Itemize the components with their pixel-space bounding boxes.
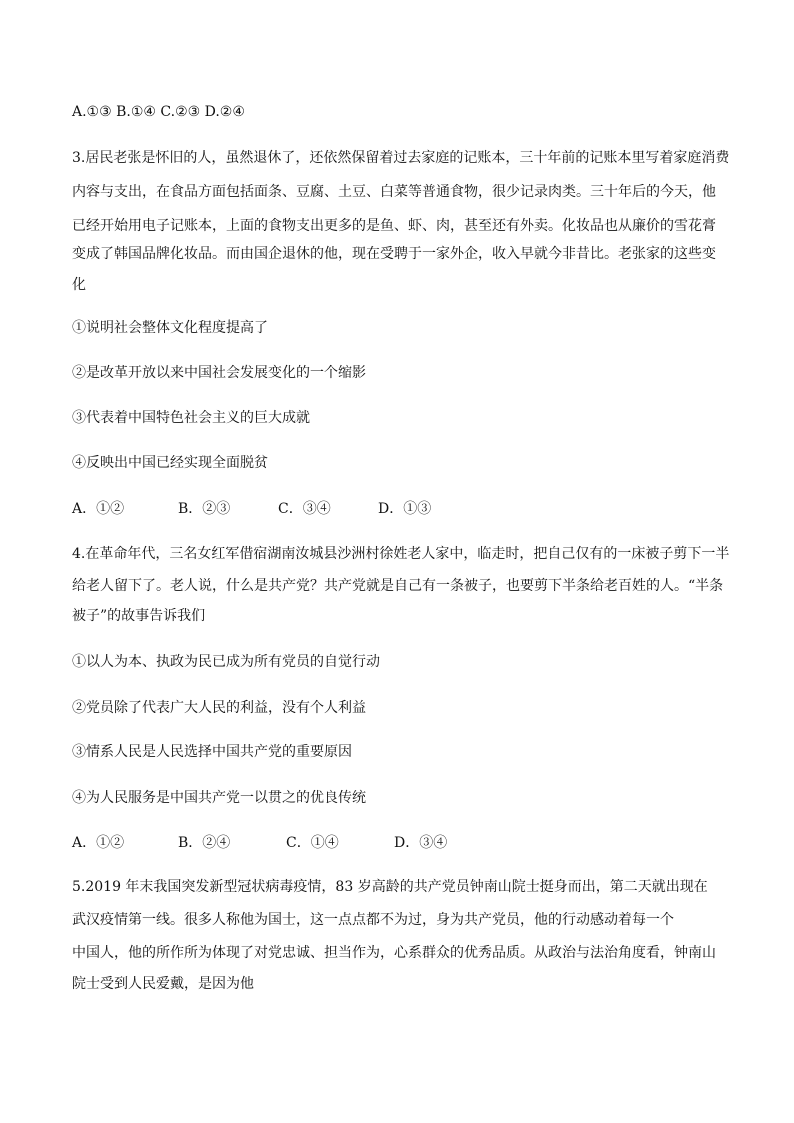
q5-stem-line: 武汉疫情第一线。很多人称他为国士，这一点点都不为过，身为共产党员，他的行动感动着每一个 <box>72 912 674 928</box>
q4-statement: ④为人民服务是中国共产党一以贯之的优良传统 <box>72 790 366 806</box>
q3-option-c: C．③④ <box>278 501 331 517</box>
q4-stem-line: 给老人留下了。老人说，什么是共产党？共产党就是自己有一条被子，也要剪下半条给老百姓的人。“半条 <box>72 578 724 594</box>
q3-option-d: D．①③ <box>378 501 432 517</box>
q3-statement: ①说明社会整体文化程度提高了 <box>72 320 268 336</box>
q4-option-d: D．③④ <box>394 835 448 851</box>
q3-stem-line: 已经开始用电子记账本，上面的食物支出更多的是鱼、虾、肉，甚至还有外卖。化妆品也从廉价的雪花膏 <box>72 218 716 234</box>
q4-stem-line: 被子”的故事告诉我们 <box>72 608 206 624</box>
q4-statement: ③情系人民是人民选择中国共产党的重要原因 <box>72 744 352 760</box>
q4-statement: ②党员除了代表广大人民的利益，没有个人利益 <box>72 700 366 716</box>
q3-statement: ②是改革开放以来中国社会发展变化的一个缩影 <box>72 365 366 381</box>
q3-statement: ④反映出中国已经实现全面脱贫 <box>72 455 268 471</box>
q3-option-b: B．②③ <box>178 501 231 517</box>
q5-stem-line: 院士受到人民爱戴，是因为他 <box>72 976 254 992</box>
q3-statement: ③代表着中国特色社会主义的巨大成就 <box>72 410 310 426</box>
q3-stem-line: 化 <box>72 277 86 293</box>
q5-stem-line: 5.2019 年末我国突发新型冠状病毒疫情，83 岁高龄的共产党员钟南山院士挺身而出，第二天就出现在 <box>72 879 708 895</box>
q3-option-a: A．①② <box>72 501 125 517</box>
q4-statement: ①以人为本、执政为民已成为所有党员的自觉行动 <box>72 654 380 670</box>
q2-options: A.①③ B.①④ C.②③ D.②④ <box>72 104 245 120</box>
q4-option-a: A．①② <box>72 835 125 851</box>
q3-stem-line: 3.居民老张是怀旧的人，虽然退休了，还依然保留着过去家庭的记账本，三十年前的记账本里写着家庭消费 <box>72 150 730 166</box>
q5-stem-line: 中国人，他的所作所为体现了对党忠诚、担当作为，心系群众的优秀品质。从政治与法治角度看，钟南山 <box>72 945 716 961</box>
q4-option-c: C．①④ <box>286 835 339 851</box>
q3-stem-line: 变成了韩国品牌化妆品。而由国企退休的他，现在受聘于一家外企，收入早就今非昔比。老张家的这些变 <box>72 246 716 262</box>
q3-stem-line: 内容与支出，在食品方面包括面条、豆腐、土豆、白菜等普通食物，很少记录肉类。三十年后的今天，他 <box>72 184 716 200</box>
q4-stem-line: 4.在革命年代，三名女红军借宿湖南汝城县沙洲村徐姓老人家中，临走时，把自己仅有的一床被子剪下一半 <box>72 546 730 562</box>
q4-option-b: B．②④ <box>178 835 231 851</box>
